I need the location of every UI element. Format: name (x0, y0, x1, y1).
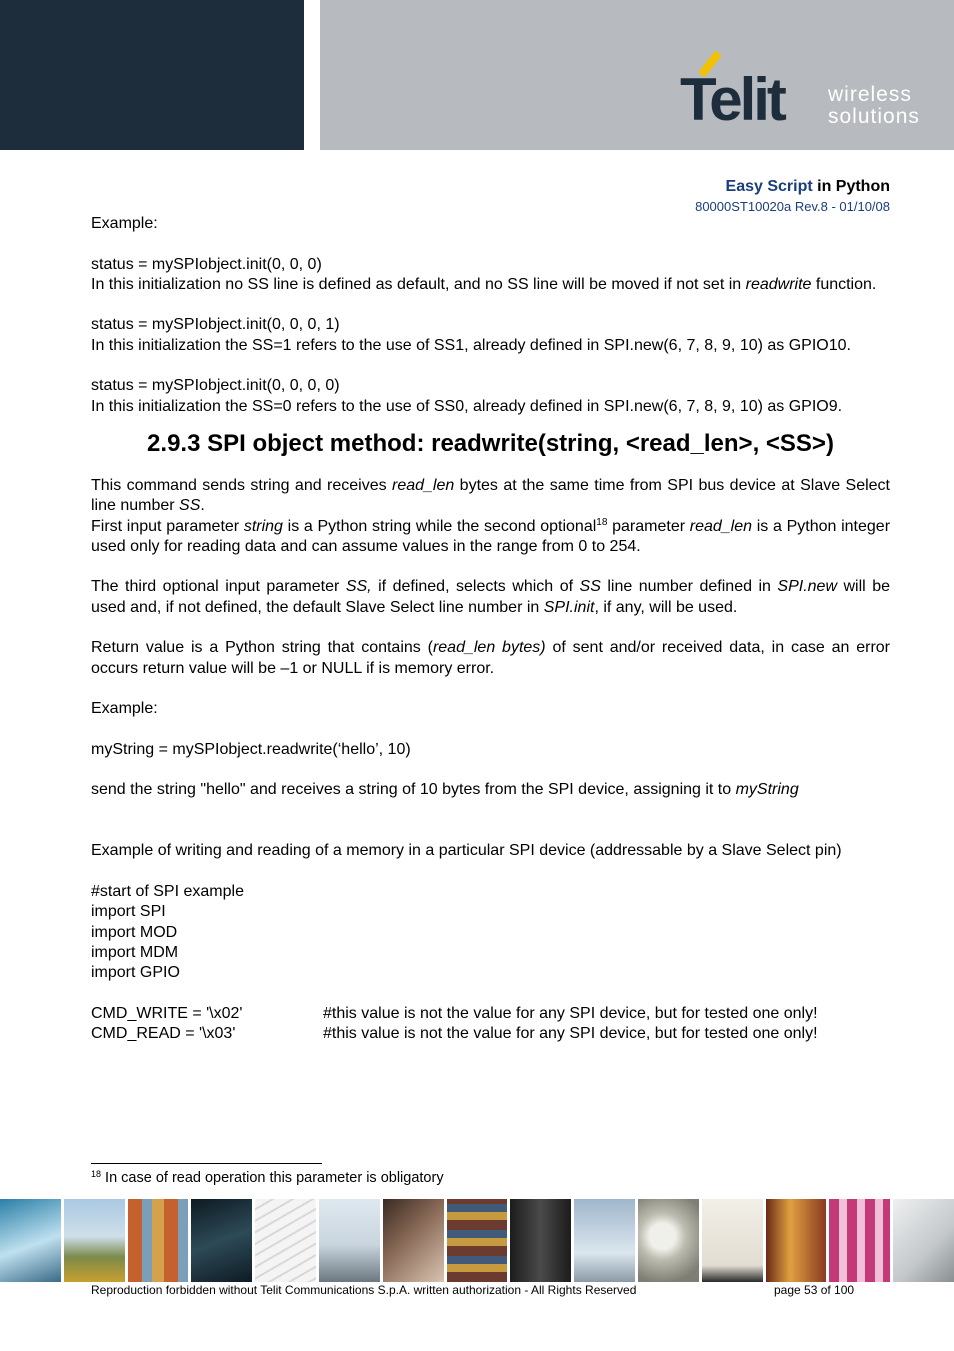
section-heading: 2.9.3 SPI object method: readwrite(string, <read_len>, <SS>) (147, 429, 834, 457)
photo-tile (319, 1199, 380, 1282)
paragraph-command-description: This command sends string and receives read_len bytes at the same time from SPI bus device at Slave Select line number SS. (91, 476, 890, 515)
footnote-divider (91, 1163, 322, 1164)
photo-strip (0, 1199, 954, 1282)
photo-tile (447, 1199, 508, 1282)
code-line: import MOD (91, 923, 178, 941)
photo-tile (766, 1199, 827, 1282)
code-cmd-read: CMD_READ = '\x03' #this value is not the value for any SPI device, but for tested one only! (91, 1024, 818, 1042)
telit-logo (676, 48, 936, 134)
document-reference: 80000ST10020a Rev.8 - 01/10/08 (695, 199, 890, 214)
code-line: import MDM (91, 943, 179, 961)
init-2-description: In this initialization the SS=1 refers to the use of SS1, already defined in SPI.new(6, 7, 8, 9, 10) as GPIO10. (91, 336, 851, 354)
paragraph-parameters: First input parameter string is a Python string while the second optional$^{18}$ parameter read_len is a Python integer used only for reading data and can assume values in the range from 0 to 254. (91, 516, 891, 555)
photo-tile (638, 1199, 699, 1282)
footnote: $^{18}$ In case of read operation this parameter is obligatory (91, 1169, 444, 1186)
running-title: Easy Script in Python (725, 178, 890, 195)
photo-tile (255, 1199, 316, 1282)
footnote-ref[interactable]: 18 (596, 516, 608, 528)
readwrite-description: send the string "hello" and receives a string of 10 bytes from the SPI device, assigning it to myString (91, 781, 799, 799)
photo-tile (702, 1199, 763, 1282)
code-init-3: status = mySPIobject.init(0, 0, 0, 0) (91, 377, 340, 395)
logo-wordmark: Telit (680, 66, 784, 133)
code-init-1: status = mySPIobject.init(0, 0, 0) (91, 255, 322, 273)
photo-tile (510, 1199, 571, 1282)
footer-rights: Reproduction forbidden without Telit Communications S.p.A. written authorization - All Rights Reserved (91, 1283, 637, 1297)
code-line: import GPIO (91, 964, 180, 982)
photo-tile (893, 1199, 954, 1282)
paragraph-memory-example: Example of writing and reading of a memory in a particular SPI device (addressable by a Slave Select pin) (91, 842, 842, 860)
logo-tagline: wireless solutions (828, 83, 920, 128)
code-line: #start of SPI example (91, 882, 244, 900)
header-dark-panel (0, 0, 304, 150)
init-3-description: In this initialization the SS=0 refers to the use of SS0, already defined in SPI.new(6, 7, 8, 9, 10) as GPIO9. (91, 397, 843, 415)
code-cmd-write: CMD_WRITE = '\x02' #this value is not the value for any SPI device, but for tested one only! (91, 1004, 818, 1022)
footer-page-number: page 53 of 100 (774, 1283, 855, 1297)
example-label: Example: (91, 215, 158, 232)
example-label-2: Example: (91, 700, 158, 718)
page-body (91, 214, 890, 1044)
photo-tile (191, 1199, 252, 1282)
code-init-2: status = mySPIobject.init(0, 0, 0, 1) (91, 316, 340, 334)
photo-tile (64, 1199, 125, 1282)
paragraph-return-value: Return value is a Python string that contains (read_len bytes) of sent and/or received data, in case an error occurs return value will be –1 or NULL if is memory error. (91, 639, 890, 677)
init-1-description: In this initialization no SS line is defined as default, and no SS line will be moved if not set in readwrite function. (91, 275, 877, 293)
photo-tile (829, 1199, 890, 1282)
code-line: import SPI (91, 903, 166, 921)
photo-tile (383, 1199, 444, 1282)
code-readwrite: myString = mySPIobject.readwrite(‘hello’, 10) (91, 740, 411, 758)
photo-tile (574, 1199, 635, 1282)
photo-tile (0, 1199, 61, 1282)
photo-tile (128, 1199, 189, 1282)
paragraph-ss-parameter: The third optional input parameter SS, if defined, selects which of SS line number defined in SPI.new will be used and, if not defined, the default Slave Select line number in SPI.init, if any, will be used. (91, 578, 891, 616)
